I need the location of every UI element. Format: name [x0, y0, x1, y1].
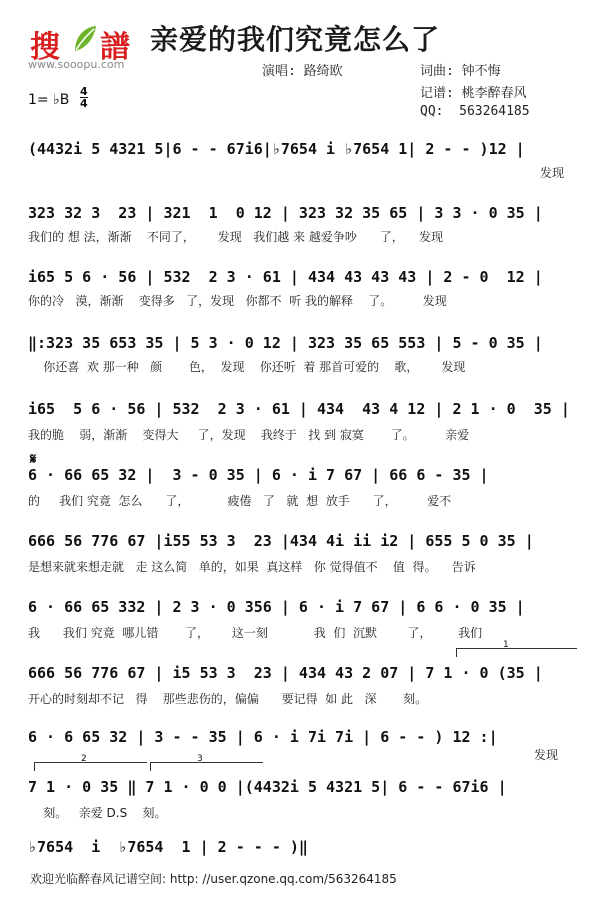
- score-row-4: ‖:323 35 653 35 | 5 3 · 0 12 | 323 35 65 553 | 5 - 0 35 |: [28, 334, 543, 352]
- score-row-3: i65 5 6 · 56 | 532 2 3 · 61 | 434 43 43 43 | 2 - 0 12 |: [28, 268, 543, 286]
- score-row-5: i65 5 6 · 56 | 532 2 3 · 61 | 434 43 4 12 | 2 1 · 0 35 |: [28, 400, 570, 418]
- logo-left-char: 搜: [30, 30, 59, 65]
- lyrics-row-5: 我的脆 弱，渐渐 变得大 了，发现 我终于 找 到 寂寞 了。 亲爱: [28, 428, 470, 442]
- time-bottom: 4: [80, 97, 88, 110]
- score-row-11: 7 1 · 0 35 ‖ 7 1 · 0 0 |(4432i 5 4321 5| 6 - - 67i6 |: [28, 778, 507, 796]
- site-logo[interactable]: [28, 20, 148, 70]
- lyrics-row-2: 我们的 想 法，渐渐 不同了， 发现 我们越 来 越爱争吵 了， 发现: [28, 230, 443, 244]
- qq-number: QQ: 563264185: [420, 104, 530, 119]
- segno-sign: 𝄋: [30, 450, 37, 468]
- lyrics-row-8: 我 我们 究竟 哪儿错 了， 这一刻 我 们 沉默 了， 我们: [28, 626, 483, 640]
- score-row-12: ♭7654 i ♭7654 1 | 2 - - - )‖: [28, 838, 308, 856]
- score-row-10: 6 · 6 65 32 | 3 - - 35 | 6 · i 7i 7i | 6 - - ) 12 :|: [28, 728, 498, 746]
- song-title: 亲爱的我们究竟怎么了: [150, 23, 441, 56]
- lyrics-row-11: 刻。 亲爱 D.S 刻。: [28, 806, 167, 820]
- key-signature: 1= ♭B: [28, 92, 70, 108]
- volta-bracket-2: 2: [34, 762, 147, 771]
- lyrics-row-7: 是想来就来想走就 走 这么简 单的，如果 真这样 你 觉得值不 值 得。 告诉: [28, 560, 476, 574]
- score-row-9: 666 56 776 67 | i5 53 3 23 | 434 43 2 07 | 7 1 · 0 (35 |: [28, 664, 543, 682]
- volta-bracket-1: 1: [456, 648, 577, 657]
- site-url[interactable]: www.sooopu.com: [28, 58, 125, 71]
- time-signature: [80, 86, 88, 109]
- score-row-8: 6 · 66 65 332 | 2 3 · 0 356 | 6 · i 7 67 | 6 6 · 0 35 |: [28, 598, 525, 616]
- score-row-6: 6 · 66 65 32 | 3 - 0 35 | 6 · i 7 67 | 66 6 - 35 |: [28, 466, 489, 484]
- lyrics-row-9: 开心的时刻却不记 得 那些悲伤的，偏偏 要记得 如 此 深 刻。: [28, 692, 428, 706]
- score-row-2: 323 32 3 23 | 321 1 0 12 | 323 32 35 65 | 3 3 · 0 35 |: [28, 204, 543, 222]
- score-row-1: (4432i 5 4321 5|6 - - 67i6|♭7654 i ♭7654 1| 2 - - )12 |: [28, 140, 525, 158]
- lyrics-row-4: 你还喜 欢 那一种 颜 色， 发现 你还听 着 那首可爱的 歌， 发现: [28, 360, 466, 374]
- time-top: 4: [80, 85, 88, 98]
- footer-link[interactable]: 欢迎光临醉春风记谱空间: http: //user.qzone.qq.com/563264185: [30, 872, 397, 886]
- lyrics-row-6: 的 我们 究竟 怎么 了， 疲倦 了 就 想 放手 了， 爱不: [28, 494, 452, 508]
- row-1-end-lyric: 发现: [540, 166, 565, 180]
- row-10-end-lyric: 发现: [534, 748, 559, 762]
- composer-credit: 词曲: 钟不悔: [420, 64, 501, 79]
- lyrics-row-3: 你的冷 漠，渐渐 变得多 了，发现 你都不 听 我的解释 了。 发现: [28, 294, 447, 308]
- leaf-icon: [72, 24, 98, 54]
- logo-right-char: 譜: [100, 30, 130, 65]
- volta-bracket-3: 3: [150, 762, 263, 771]
- score-row-7: 666 56 776 67 |i55 53 3 23 |434 4i ii i2 | 655 5 0 35 |: [28, 532, 534, 550]
- singer-credit: 演唱: 路绮欧: [262, 64, 343, 79]
- transcriber-credit: 记谱: 桃李醉春风: [420, 86, 527, 101]
